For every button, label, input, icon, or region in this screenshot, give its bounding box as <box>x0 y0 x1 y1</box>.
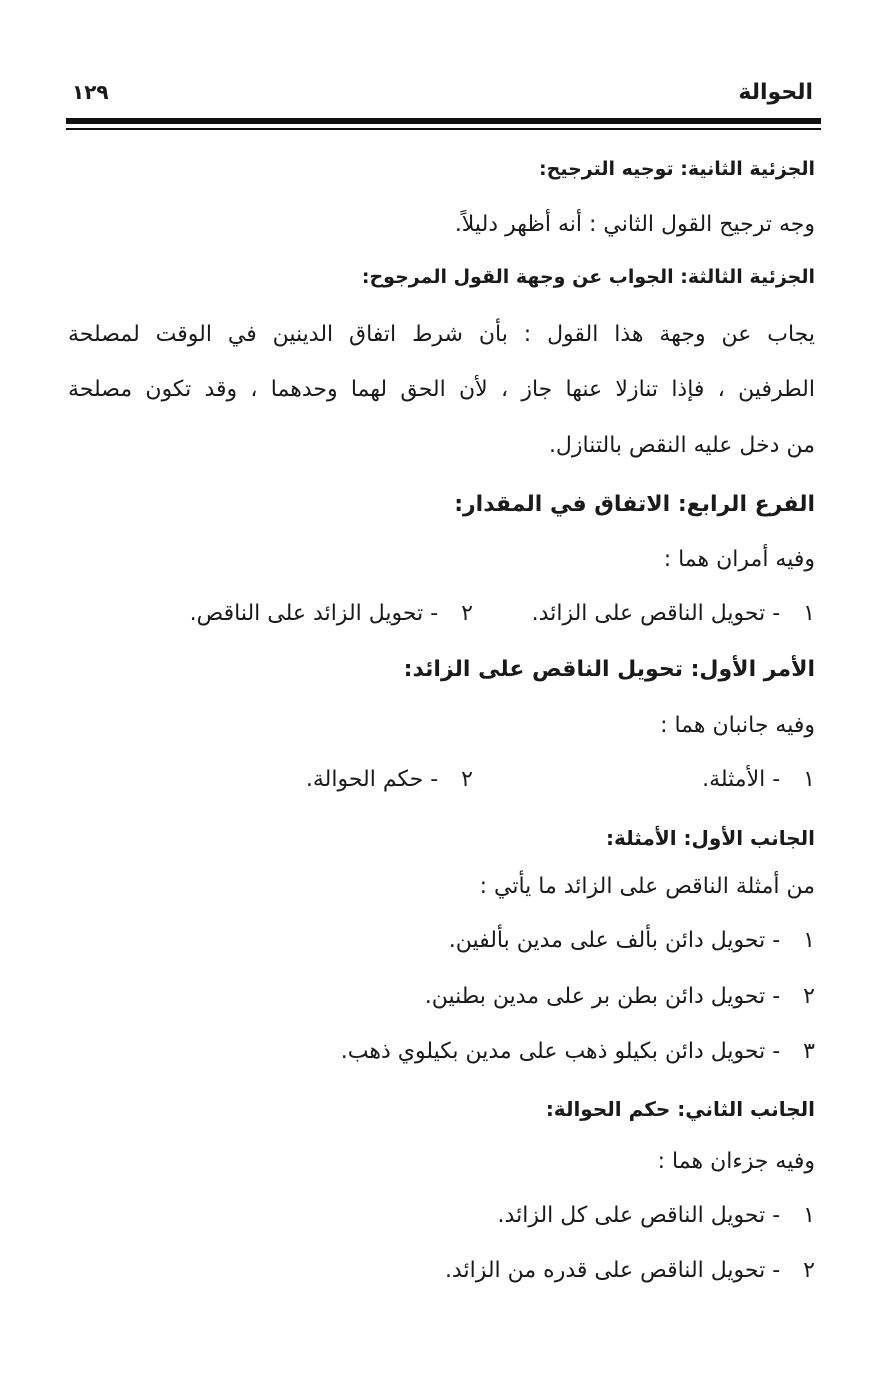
list-item-number: ٢ <box>803 984 815 1009</box>
header-rule-thin <box>66 128 821 130</box>
list-item <box>702 767 815 792</box>
list-item-text: - تحويل الناقص على كل الزائد. <box>497 1203 781 1228</box>
branch-intro: وفيه أمران هما : <box>663 547 815 572</box>
list-item-text: - تحويل الناقص على الزائد. <box>531 601 781 626</box>
list-item <box>449 928 815 953</box>
list-item-number: ٢ <box>803 1258 815 1283</box>
list-item-number: ١ <box>803 601 815 626</box>
header-rule-thick <box>66 118 821 124</box>
list-item-number: ١ <box>803 1203 815 1228</box>
paragraph-response-line-2: الطرفين ، فإذا تنازلا عنها جاز ، لأن الحق لهما وحدهما ، وقد تكون مصلحة <box>68 377 815 402</box>
list-item-text: - تحويل دائن بطن بر على مدين بطنين. <box>424 984 781 1009</box>
list-item-number: ١ <box>803 928 815 953</box>
list-item <box>532 601 815 626</box>
paragraph-response-line-1: يجاب عن وجهة هذا القول : بأن شرط اتفاق الدينين في الوقت لمصلحة <box>68 322 815 347</box>
side-intro-examples: من أمثلة الناقص على الزائد ما يأتي : <box>479 874 815 899</box>
subsection-heading-response: الجزئية الثالثة: الجواب عن وجهة القول المرجوح: <box>361 266 815 288</box>
branch-heading-quantity: الفرع الرابع: الاتفاق في المقدار: <box>454 492 815 517</box>
side-intro-ruling: وفيه جزءان هما : <box>657 1149 815 1174</box>
matter-heading-first: الأمر الأول: تحويل الناقص على الزائد: <box>403 657 815 682</box>
side-heading-ruling: الجانب الثاني: حكم الحوالة: <box>545 1097 815 1121</box>
paragraph-response-line-3: من دخل عليه النقص بالتنازل. <box>548 433 815 458</box>
list-item <box>445 1258 815 1283</box>
list-item-text: - تحويل الزائد على الناقص. <box>189 601 439 626</box>
paragraph-justification: وجه ترجيح القول الثاني : أنه أظهر دليلاً. <box>454 212 815 237</box>
list-item <box>425 984 815 1009</box>
list-item <box>341 1039 815 1064</box>
list-item-text: - تحويل الناقص على قدره من الزائد. <box>444 1258 781 1283</box>
list-item-text: - حكم الحوالة. <box>305 767 439 792</box>
list-item <box>498 1203 815 1228</box>
list-item <box>306 767 473 792</box>
list-item-number: ٣ <box>803 1039 815 1064</box>
list-item-text: - تحويل دائن بكيلو ذهب على مدين بكيلوي ذهب. <box>340 1039 781 1064</box>
subsection-heading-justification: الجزئية الثانية: توجيه الترجيح: <box>539 158 815 180</box>
list-item <box>190 601 473 626</box>
side-heading-examples: الجانب الأول: الأمثلة: <box>605 826 815 850</box>
matter-intro: وفيه جانبان هما : <box>660 713 815 738</box>
list-item-text: - الأمثلة. <box>702 767 781 792</box>
list-item-number: ١ <box>803 767 815 792</box>
list-item-number: ٢ <box>461 767 473 792</box>
list-item-number: ٢ <box>461 601 473 626</box>
running-title: الحوالة <box>738 80 813 105</box>
list-item-text: - تحويل دائن بألف على مدين بألفين. <box>448 928 781 953</box>
page-number: ١٢٩ <box>72 80 109 104</box>
